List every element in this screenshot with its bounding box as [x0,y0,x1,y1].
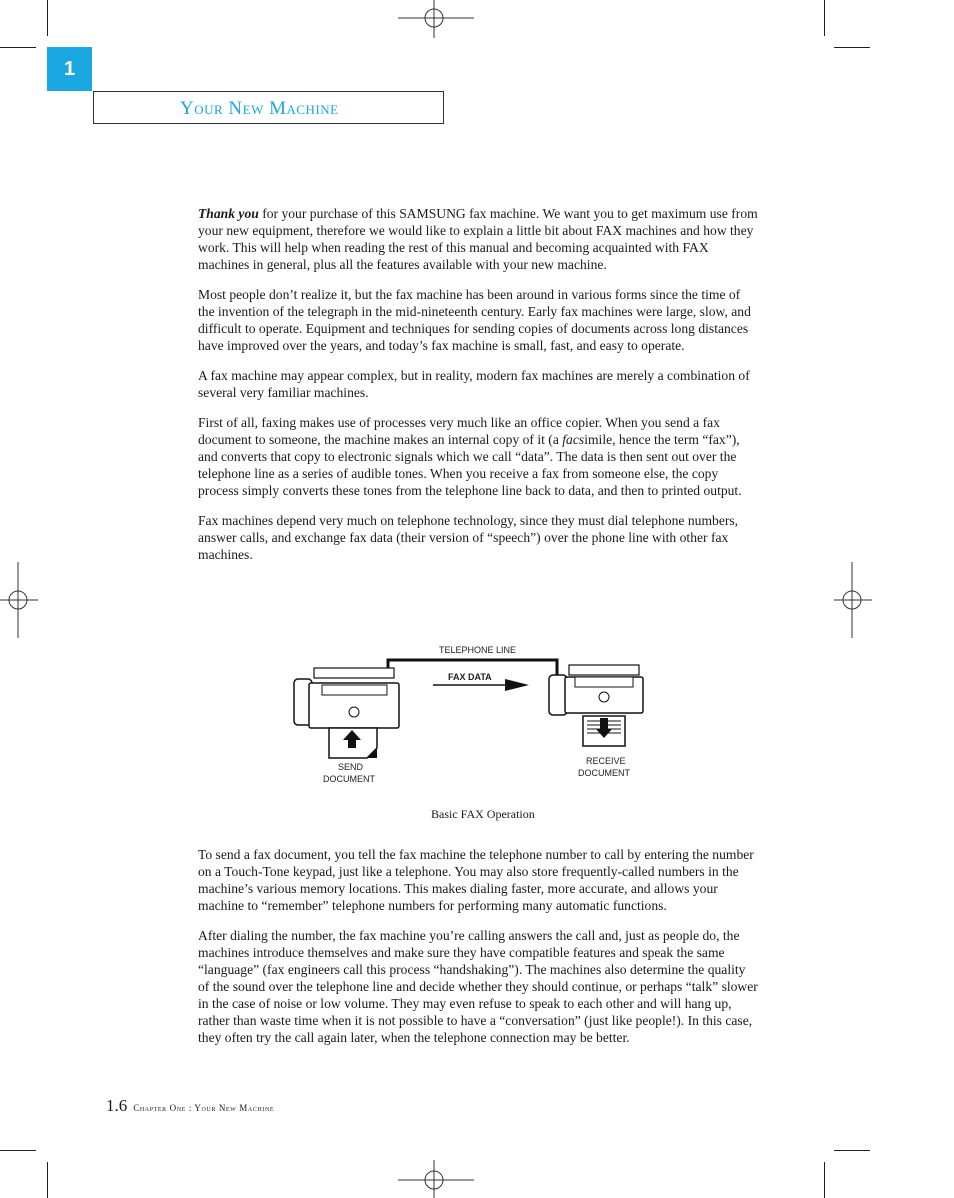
fax-data-label: FAX DATA [448,672,492,682]
registration-mark-left [0,562,38,638]
crop-mark [834,1150,870,1151]
fax-operation-diagram [285,640,655,795]
lead-phrase: Thank you [198,206,259,221]
chapter-number-badge: 1 [47,47,92,91]
paragraph: After dialing the number, the fax machine you’re calling answers the call and, just as people do, the machines introduce themselves and make sure they have compatible features and speak the same “language” (fax engineers call this process “handshaking”). The machines also determine the quality of the sound over the telephone line and decide whether they should continue, or perhaps “talk” slower in the case of noise or low volume. They may even refuse to speak to each other and will hang up, rather than waste time when it is not possible to have a “conversation” (just like people!). In this case, they often try the call again later, when the telephone connection may be better. [198,928,758,1045]
crop-mark [0,47,36,48]
registration-mark-top [398,0,474,38]
intro-text-block [198,205,758,576]
outro-text-block [198,846,758,1059]
crop-mark [824,1162,825,1198]
crop-mark [834,47,870,48]
crop-mark [47,1162,48,1198]
receive-label-line1: RECEIVE [586,756,626,766]
paragraph-text: First of all, faxing makes use of processes very much like an office copier. When you send a fax document to someone, the machine makes an internal copy of it (a [198,415,720,447]
paragraph: Most people don’t realize it, but the fax machine has been around in various forms since the time of the invention of the telegraph in the mid-nineteenth century. Early fax machines were large, slow, and difficult to operate. Equipment and techniques for sending copies of documents across long distances have improved over the years, and today’s fax machine is small, fast, and easy to operate. [198,287,751,353]
chapter-title: Your New Machine [180,98,339,119]
registration-mark-bottom [398,1160,474,1198]
crop-mark [824,0,825,36]
page-number: 1.6 [106,1096,128,1115]
figure-caption: Basic FAX Operation [431,807,535,821]
receive-fax-machine-icon [549,665,643,746]
page-footer [106,1096,274,1116]
running-head: Chapter One : Your New Machine [133,1103,275,1113]
crop-mark [0,1150,36,1151]
crop-mark [47,0,48,36]
paragraph-text: imile, hence the term “fax”), and converts that copy to electronic signals which we call “data”. The data is then sent out over the telephone line as a series of audible tones. When you receive a fax from someone else, the copy process simply converts these tones from the telephone line back to data, and then to printed output. [198,432,742,498]
paragraph [198,414,758,499]
italic-word: facs [562,432,585,447]
telephone-line-label: TELEPHONE LINE [439,645,517,655]
registration-mark-right [834,562,872,638]
paragraph: A fax machine may appear complex, but in reality, modern fax machines are merely a combination of several very familiar machines. [198,368,750,400]
receive-label-line2: DOCUMENT [578,768,630,778]
paragraph: To send a fax document, you tell the fax machine the telephone number to call by entering the number on a Touch-Tone keypad, just like a telephone. You may also store frequently-called numbers in the machine’s various memory locations. This makes dialing faster, more accurate, and allows your machine to “remember” telephone numbers for performing many automatic functions. [198,847,754,913]
send-label-line2: DOCUMENT [323,774,375,784]
paragraph-text: for your purchase of this SAMSUNG fax machine. We want you to get maximum use from your new equipment, therefore we would like to explain a little bit about FAX machines and how they work. This will help when reading the rest of this manual and becoming acquainted with FAX machines in general, plus all the features available with your new machine. [198,206,758,272]
send-fax-machine-icon [294,668,399,758]
chapter-title-box [93,91,444,124]
arrowhead-icon [505,679,529,691]
send-label-line1: SEND [338,762,364,772]
paragraph [198,205,758,273]
paragraph: Fax machines depend very much on telephone technology, since they must dial telephone numbers, answer calls, and exchange fax data (their version of “speech”) over the phone line with other fax machines. [198,513,739,562]
